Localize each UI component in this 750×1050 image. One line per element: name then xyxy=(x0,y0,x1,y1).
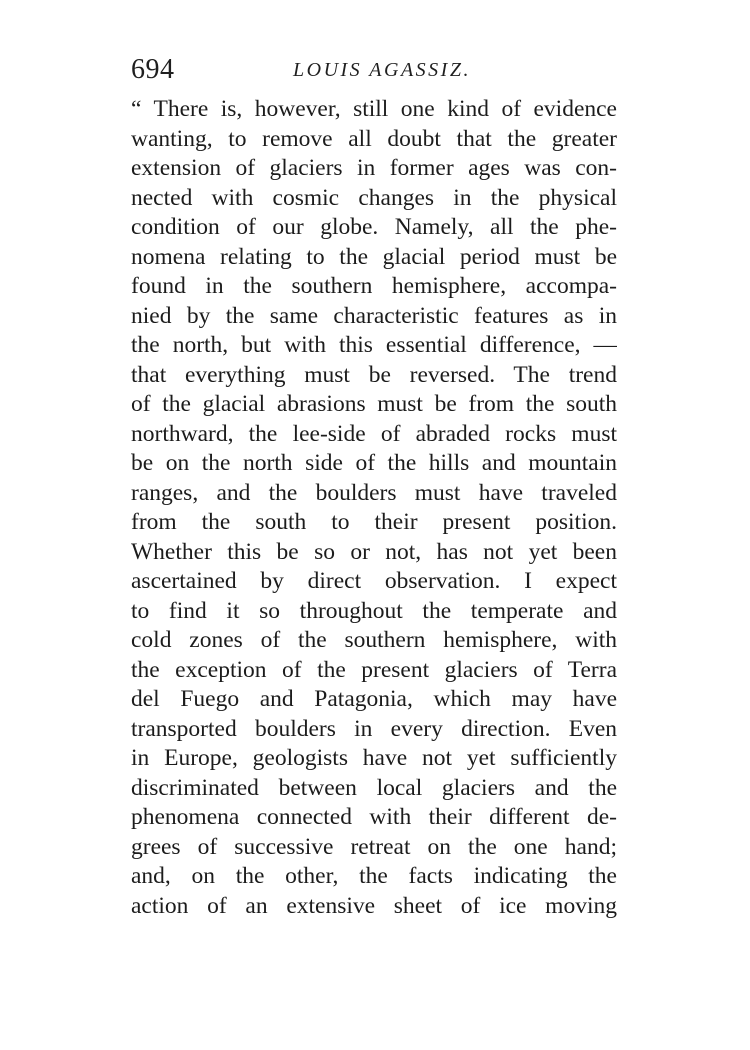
text-line: that everything must be reversed. The trend xyxy=(131,361,617,388)
text-line: condition of our globe. Namely, all the phe- xyxy=(131,214,617,240)
text-line: the north, but with this essential difference, — xyxy=(131,332,617,358)
text-line: and, on the other, the facts indicating the xyxy=(131,863,617,889)
text-line: ranges, and the boulders must have traveled xyxy=(131,479,617,506)
text-line: to find it so throughout the temperate and xyxy=(131,597,617,624)
page-number: 694 xyxy=(131,54,175,85)
text-line: nied by the same characteristic features as in xyxy=(131,302,617,329)
text-line: found in the southern hemisphere, accompa- xyxy=(131,273,617,299)
text-line: “ There is, however, still one kind of evidence xyxy=(131,96,617,122)
text-line: cold zones of the southern hemisphere, with xyxy=(131,627,617,653)
text-line: transported boulders in every direction. Even xyxy=(131,715,617,742)
text-line: ascertained by direct observation. I expect xyxy=(131,568,617,594)
text-line: from the south to their present position. xyxy=(131,509,617,535)
text-line: Whether this be so or not, has not yet been xyxy=(131,538,617,565)
page-header xyxy=(131,50,617,90)
text-line: action of an extensive sheet of ice moving xyxy=(131,892,617,919)
running-head: LOUIS AGASSIZ. xyxy=(293,59,471,81)
text-line: wanting, to remove all doubt that the greater xyxy=(131,125,617,152)
text-line: in Europe, geologists have not yet sufficiently xyxy=(131,745,617,771)
text-line: nected with cosmic changes in the physical xyxy=(131,184,617,211)
text-line: extension of glaciers in former ages was con- xyxy=(131,155,617,181)
text-line: discriminated between local glaciers and the xyxy=(131,774,617,801)
text-line: northward, the lee-side of abraded rocks must xyxy=(131,420,617,447)
text-line: phenomena connected with their different de- xyxy=(131,804,617,830)
text-line: be on the north side of the hills and mountain xyxy=(131,450,617,476)
text-line: the exception of the present glaciers of Terra xyxy=(131,656,617,683)
text-line: del Fuego and Patagonia, which may have xyxy=(131,686,617,712)
text-line: of the glacial abrasions must be from the south xyxy=(131,391,617,417)
text-line: grees of successive retreat on the one hand; xyxy=(131,833,617,860)
text-line: nomena relating to the glacial period must be xyxy=(131,243,617,270)
body-text xyxy=(131,95,617,921)
